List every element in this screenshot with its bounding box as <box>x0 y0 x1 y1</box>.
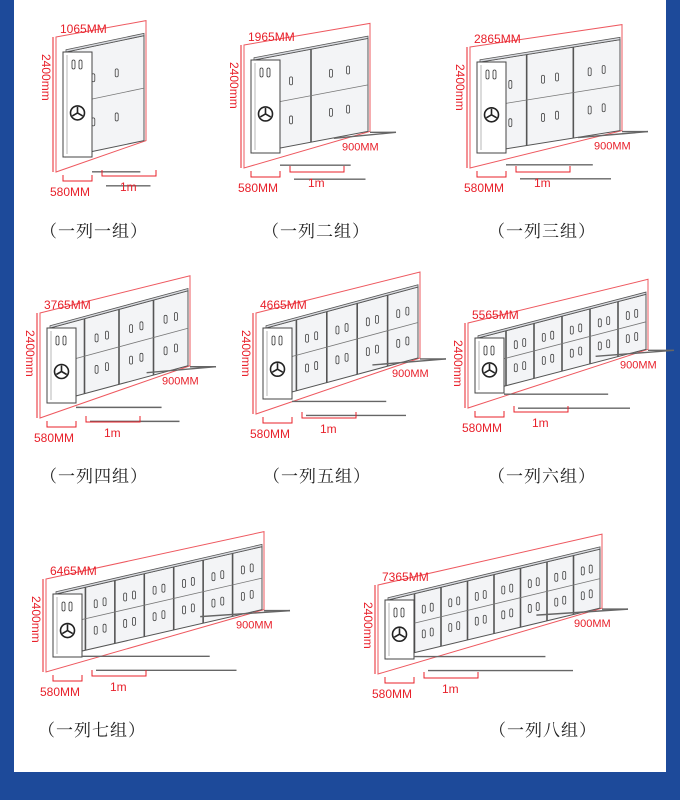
rail-length-label-6: 900MM <box>620 359 657 372</box>
depth-label-2: 580MM <box>238 181 279 195</box>
depth-label-8: 580MM <box>372 687 413 701</box>
aisle-bracket-2 <box>290 166 344 172</box>
depth-bracket-3 <box>477 171 506 177</box>
width-label-7: 6465MM <box>50 564 97 578</box>
caption-6: （一列六组） <box>488 467 596 487</box>
depth-label-3: 580MM <box>464 181 505 195</box>
aisle-label-1: 1m <box>120 180 137 194</box>
height-label-8: 2400mm <box>361 602 375 649</box>
height-label-1: 2400mm <box>39 54 53 101</box>
aisle-label-7: 1m <box>110 680 127 694</box>
height-label-7: 2400mm <box>29 596 43 643</box>
aisle-label-5: 1m <box>320 422 337 436</box>
depth-label-1: 580MM <box>50 185 91 199</box>
rail-length-label-4: 900MM <box>162 375 199 388</box>
aisle-label-4: 1m <box>104 426 121 440</box>
width-label-8: 7365MM <box>382 570 429 584</box>
depth-bracket-4 <box>47 421 76 427</box>
height-label-4: 2400mm <box>23 330 37 377</box>
caption-8: （一列八组） <box>489 721 597 741</box>
width-label-3: 2865MM <box>474 32 521 46</box>
aisle-bracket-1 <box>102 170 156 176</box>
height-label-2: 2400mm <box>227 62 241 109</box>
caption-3: （一列三组） <box>488 222 596 242</box>
width-label-5: 4665MM <box>260 298 307 312</box>
depth-label-5: 580MM <box>250 427 291 441</box>
rail-length-label-7: 900MM <box>236 619 273 632</box>
depth-label-4: 580MM <box>34 431 75 445</box>
rail-length-label-8: 900MM <box>574 618 611 631</box>
aisle-label-2: 1m <box>308 176 325 190</box>
aisle-bracket-3 <box>516 166 570 172</box>
depth-bracket-8 <box>385 677 414 683</box>
rail-length-label-3: 900MM <box>594 140 631 153</box>
aisle-label-8: 1m <box>442 682 459 696</box>
depth-bracket-7 <box>53 675 82 681</box>
rail-length-label-5: 900MM <box>392 367 429 380</box>
height-label-3: 2400mm <box>453 64 467 111</box>
depth-bracket-6 <box>475 411 504 417</box>
caption-7: （一列七组） <box>38 721 146 741</box>
caption-1: （一列一组） <box>40 222 148 242</box>
height-label-6: 2400mm <box>451 340 465 387</box>
rail-length-label-2: 900MM <box>342 141 379 154</box>
depth-bracket-1 <box>63 175 92 181</box>
caption-5: （一列五组） <box>263 467 371 487</box>
width-label-4: 3765MM <box>44 298 91 312</box>
depth-bracket-5 <box>263 417 292 423</box>
caption-2: （一列二组） <box>262 222 370 242</box>
width-label-1: 1065MM <box>60 22 107 36</box>
aisle-bracket-8 <box>424 672 478 678</box>
width-label-6: 5565MM <box>472 308 519 322</box>
depth-label-7: 580MM <box>40 685 81 699</box>
depth-label-6: 580MM <box>462 421 503 435</box>
width-label-2: 1965MM <box>248 30 295 44</box>
caption-4: （一列四组） <box>40 467 148 487</box>
aisle-label-6: 1m <box>532 416 549 430</box>
depth-bracket-2 <box>251 171 280 177</box>
height-label-5: 2400mm <box>239 330 253 377</box>
aisle-bracket-6 <box>514 406 568 412</box>
aisle-label-3: 1m <box>534 176 551 190</box>
